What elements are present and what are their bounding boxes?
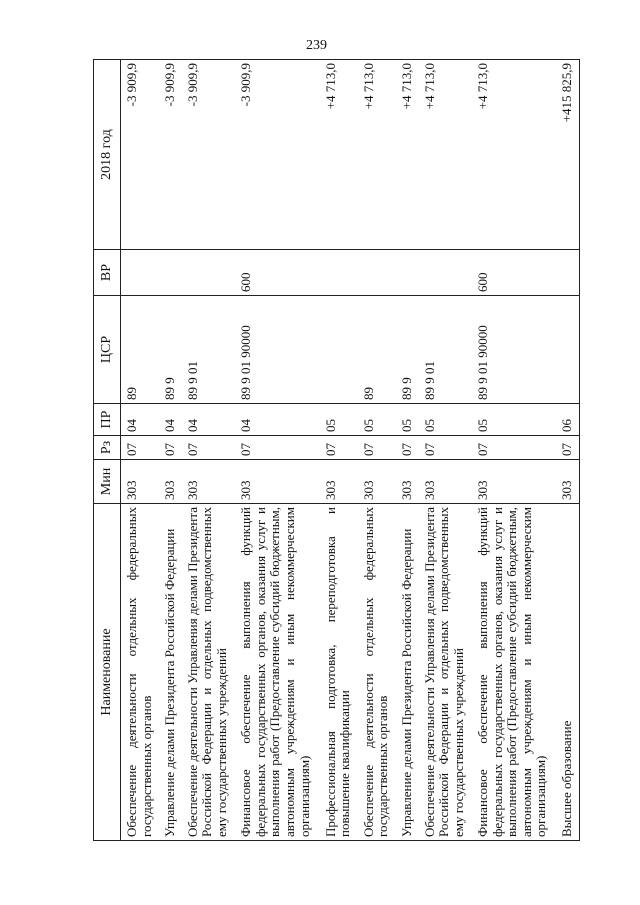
header-csr: ЦСР xyxy=(94,296,121,404)
cell-min: 303 xyxy=(121,460,160,504)
cell-min: 303 xyxy=(159,460,182,504)
cell-amount: -3 909,9 xyxy=(121,60,160,250)
cell-vr: 600 xyxy=(472,250,556,296)
cell-csr: 89 9 01 xyxy=(182,296,235,404)
table-row xyxy=(556,60,579,841)
cell-pr: 05 xyxy=(396,404,419,436)
table-row xyxy=(159,60,182,841)
cell-min: 303 xyxy=(396,460,419,504)
cell-pr: 04 xyxy=(159,404,182,436)
header-rz: Рз xyxy=(94,436,121,460)
cell-csr: 89 9 01 90000 xyxy=(472,296,556,404)
cell-vr xyxy=(358,250,396,296)
table-row xyxy=(235,60,319,841)
cell-pr: 04 xyxy=(235,404,319,436)
cell-csr: 89 xyxy=(121,296,160,404)
cell-name: Обеспечение деятельности отдельных федеральных государственных органов xyxy=(358,504,396,841)
cell-name: Финансовое обеспечение выполнения функций федеральных государственных органов, оказания услуг и выполнения работ (Предоставление субсидий бюджетным, автономным учреждениям и иным некоммерческим организациям) xyxy=(235,504,319,841)
cell-amount: +4 713,0 xyxy=(358,60,396,250)
rotated-page-body xyxy=(93,60,580,841)
cell-rz: 07 xyxy=(159,436,182,460)
table-header-row xyxy=(94,60,121,841)
cell-min: 303 xyxy=(182,460,235,504)
cell-rz: 07 xyxy=(396,436,419,460)
cell-amount: +415 825,9 xyxy=(556,60,579,250)
cell-rz: 07 xyxy=(235,436,319,460)
cell-vr xyxy=(396,250,419,296)
cell-min: 303 xyxy=(358,460,396,504)
header-name: Наименование xyxy=(94,504,121,841)
cell-vr xyxy=(121,250,160,296)
cell-csr: 89 9 01 90000 xyxy=(235,296,319,404)
cell-vr xyxy=(320,250,358,296)
cell-name: Профессиональная подготовка, переподготовка и повышение квалификации xyxy=(320,504,358,841)
header-vr: ВР xyxy=(94,250,121,296)
cell-name: Обеспечение деятельности отдельных федеральных государственных органов xyxy=(121,504,160,841)
page-number: 239 xyxy=(306,38,327,53)
table-row xyxy=(472,60,556,841)
cell-vr xyxy=(556,250,579,296)
cell-name: Обеспечение деятельности Управления делами Президента Российской Федерации и отдельных подведомственных ему государственных учреждений xyxy=(182,504,235,841)
cell-pr: 06 xyxy=(556,404,579,436)
cell-pr: 05 xyxy=(419,404,472,436)
cell-amount: -3 909,9 xyxy=(235,60,319,250)
cell-pr: 04 xyxy=(121,404,160,436)
header-min: Мин xyxy=(94,460,121,504)
cell-min: 303 xyxy=(472,460,556,504)
header-pr: ПР xyxy=(94,404,121,436)
cell-min: 303 xyxy=(320,460,358,504)
cell-rz: 07 xyxy=(556,436,579,460)
cell-amount: +4 713,0 xyxy=(419,60,472,250)
cell-amount: +4 713,0 xyxy=(396,60,419,250)
cell-amount: +4 713,0 xyxy=(472,60,556,250)
cell-min: 303 xyxy=(556,460,579,504)
cell-rz: 07 xyxy=(320,436,358,460)
cell-rz: 07 xyxy=(419,436,472,460)
header-amount: 2018 год xyxy=(94,60,121,250)
cell-csr: 89 9 01 xyxy=(419,296,472,404)
cell-vr: 600 xyxy=(235,250,319,296)
cell-amount: -3 909,9 xyxy=(182,60,235,250)
table-row xyxy=(396,60,419,841)
cell-pr: 05 xyxy=(472,404,556,436)
cell-csr: 89 xyxy=(358,296,396,404)
cell-pr: 04 xyxy=(182,404,235,436)
cell-pr: 05 xyxy=(358,404,396,436)
cell-csr: 89 9 xyxy=(396,296,419,404)
table-row xyxy=(121,60,160,841)
cell-name: Управление делами Президента Российской Федерации xyxy=(159,504,182,841)
cell-min: 303 xyxy=(419,460,472,504)
table-row xyxy=(419,60,472,841)
cell-csr xyxy=(556,296,579,404)
cell-amount: -3 909,9 xyxy=(159,60,182,250)
cell-vr xyxy=(419,250,472,296)
cell-pr: 05 xyxy=(320,404,358,436)
cell-name: Высшее образование xyxy=(556,504,579,841)
cell-rz: 07 xyxy=(472,436,556,460)
cell-name: Финансовое обеспечение выполнения функций федеральных государственных органов, оказания услуг и выполнения работ (Предоставление субсидий бюджетным, автономным учреждениям и иным некоммерческим организациям) xyxy=(472,504,556,841)
cell-name: Управление делами Президента Российской Федерации xyxy=(396,504,419,841)
cell-rz: 07 xyxy=(358,436,396,460)
cell-vr xyxy=(159,250,182,296)
cell-vr xyxy=(182,250,235,296)
cell-min: 303 xyxy=(235,460,319,504)
table-row xyxy=(320,60,358,841)
cell-csr: 89 9 xyxy=(159,296,182,404)
table-row xyxy=(358,60,396,841)
budget-table xyxy=(93,59,580,841)
cell-csr xyxy=(320,296,358,404)
table-row xyxy=(182,60,235,841)
cell-rz: 07 xyxy=(182,436,235,460)
cell-rz: 07 xyxy=(121,436,160,460)
cell-amount: +4 713,0 xyxy=(320,60,358,250)
cell-name: Обеспечение деятельности Управления делами Президента Российской Федерации и отдельных подведомственных ему государственных учреждений xyxy=(419,504,472,841)
